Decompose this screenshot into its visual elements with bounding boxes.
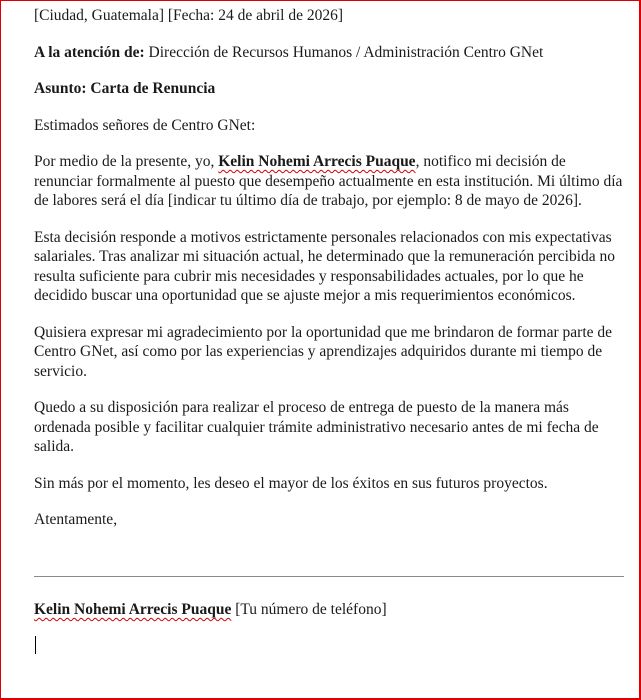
p1-before: Por medio de la presente, yo,	[34, 153, 219, 170]
p1-after: , notifico mi decisión de renunciar formalmente al puesto que desempeño actualmente en esta institución. Mi último día de labores será el día [indicar tu último día de trabajo, por ejemplo: 8 de mayo de 2026].	[34, 153, 623, 209]
subject-line: Asunto: Carta de Renuncia	[34, 80, 216, 97]
signature-rule	[34, 576, 624, 577]
document-body[interactable]	[34, 6, 626, 547]
paragraph-2: Esta decisión responde a motivos estrictamente personales relacionados con mis expectativas salariales. Tras analizar mi situación actual, he determinado que la remuneración percibida no resulta suficiente para cubrir mis necesidades y responsabilidades actuales, por lo que he decidido buscar una oportunidad que se ajuste mejor a mis requerimientos económicos.	[34, 228, 616, 304]
text-cursor[interactable]	[35, 636, 36, 654]
paragraph-4: Quedo a su disposición para realizar el proceso de entrega de puesto de la manera más ordenada posible y facilitar cualquier trámite administrativo necesario antes de mi fecha de salida.	[34, 399, 599, 455]
signature-phone: [Tu número de teléfono]	[231, 601, 387, 618]
signature-name: Kelin Nohemi Arrecis Puaque	[34, 601, 232, 618]
closing: Atentamente,	[34, 511, 118, 528]
paragraph-1	[34, 152, 626, 211]
header-line: [Ciudad, Guatemala] [Fecha: 24 de abril de 2026]	[34, 7, 344, 24]
greeting: Estimados señores de Centro GNet:	[34, 116, 256, 134]
paragraph-3: Quisiera expresar mi agradecimiento por la oportunidad que me brindaron de formar parte de Centro GNet, así como por las experiencias y aprendizajes adquiridos durante mi tiempo de servicio.	[34, 323, 613, 380]
attention-label: A la atención de:	[34, 43, 145, 61]
paragraph-5: Sin más por el momento, les deseo el mayor de los éxitos en sus futuros proyectos.	[34, 474, 548, 492]
p1-name: Kelin Nohemi Arrecis Puaque	[218, 153, 416, 170]
signature-line	[34, 600, 387, 620]
attention-line	[34, 43, 626, 63]
attention-value: Dirección de Recursos Humanos / Administración Centro GNet	[144, 43, 544, 61]
